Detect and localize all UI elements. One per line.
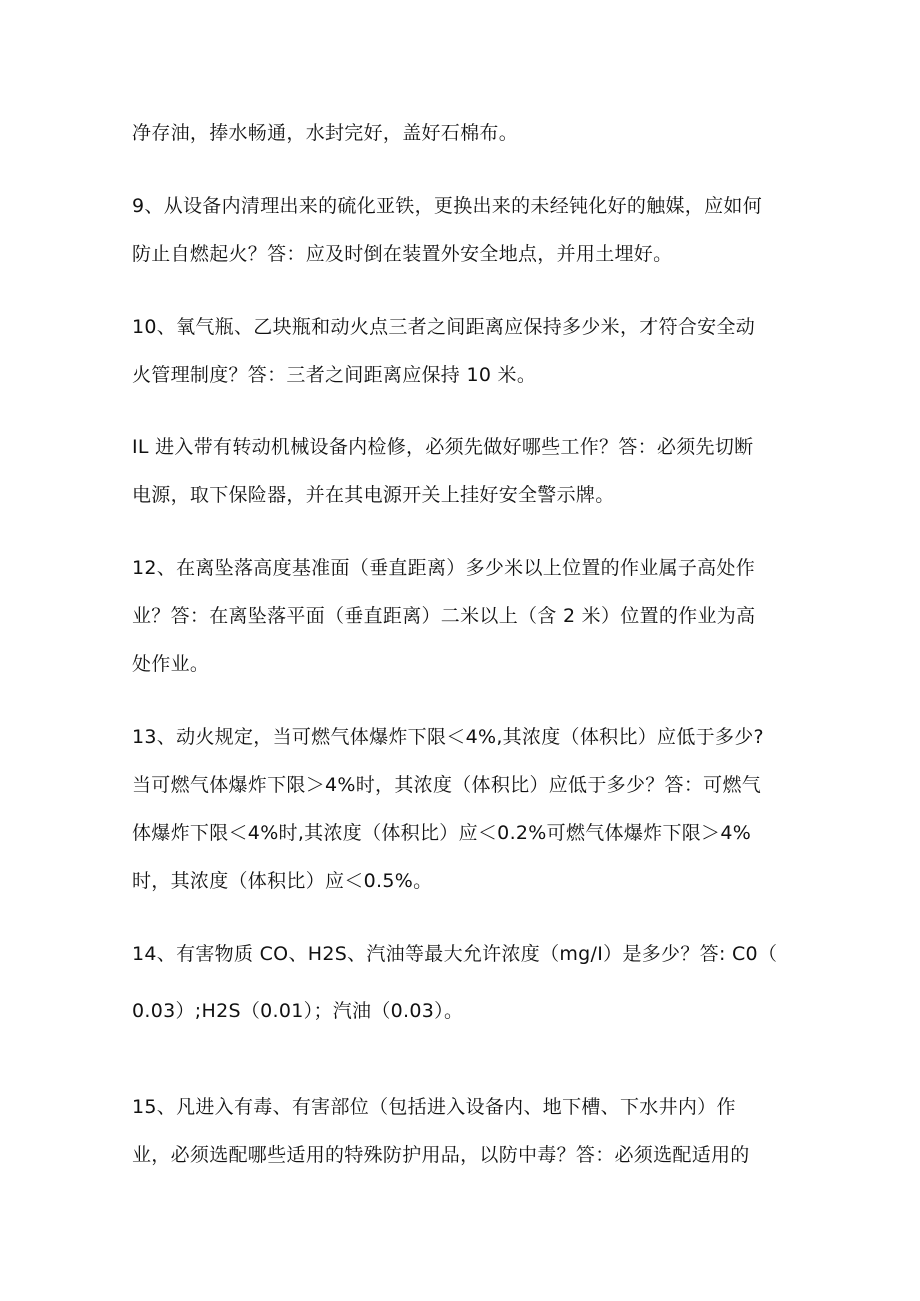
text-line: 10、氧气瓶、乙块瓶和动火点三者之间距离应保持多少米，才符合安全动	[132, 316, 756, 338]
text-line: 净存油，捧水畅通，水封完好，盖好石棉布。	[132, 122, 519, 144]
text-line: 0.03）;H2S（0.01）；汽油（0.03）。	[132, 1000, 464, 1022]
text-line: IL 进入带有转动机械设备内检修，必须先做好哪些工作？答：必须先切断	[132, 436, 754, 458]
text-line: 防止自燃起火？答：应及时倒在装置外安全地点，并用土埋好。	[132, 243, 673, 265]
text-line: 15、凡进入有毒、有害部位（包括进入设备内、地下槽、下水井内）作	[132, 1096, 736, 1118]
text-line: 电源，取下保险器，并在其电源开关上挂好安全警示牌。	[132, 484, 615, 506]
text-line: 体爆炸下限＜4%时,其浓度（体积比）应＜0.2%可燃气体爆炸下限＞4%	[132, 822, 752, 844]
text-line: 业，必须选配哪些适用的特殊防护用品，以防中毒？答：必须选配适用的	[132, 1144, 750, 1166]
text-line: 处作业。	[132, 653, 210, 675]
text-line: 13、动火规定，当可燃气体爆炸下限＜4%,其浓度（体积比）应低于多少?	[132, 726, 764, 748]
text-line: 当可燃气体爆炸下限＞4%时，其浓度（体积比）应低于多少？答：可燃气	[132, 774, 762, 796]
text-line: 9、从设备内清理出来的硫化亚铁，更换出来的未经钝化好的触媒，应如何	[132, 195, 762, 217]
text-line: 火管理制度？答：三者之间距离应保持 10 米。	[132, 364, 537, 386]
text-line: 时，其浓度（体积比）应＜0.5%。	[132, 870, 433, 892]
text-line: 14、有害物质 CO、H2S、汽油等最大允许浓度（mg/I）是多少？答: C0（	[132, 943, 778, 965]
text-line: 业？答：在离坠落平面（垂直距离）二米以上（含 2 米）位置的作业为高	[132, 605, 756, 627]
text-line: 12、在离坠落高度基准面（垂直距离）多少米以上位置的作业属子高处作	[132, 557, 756, 579]
